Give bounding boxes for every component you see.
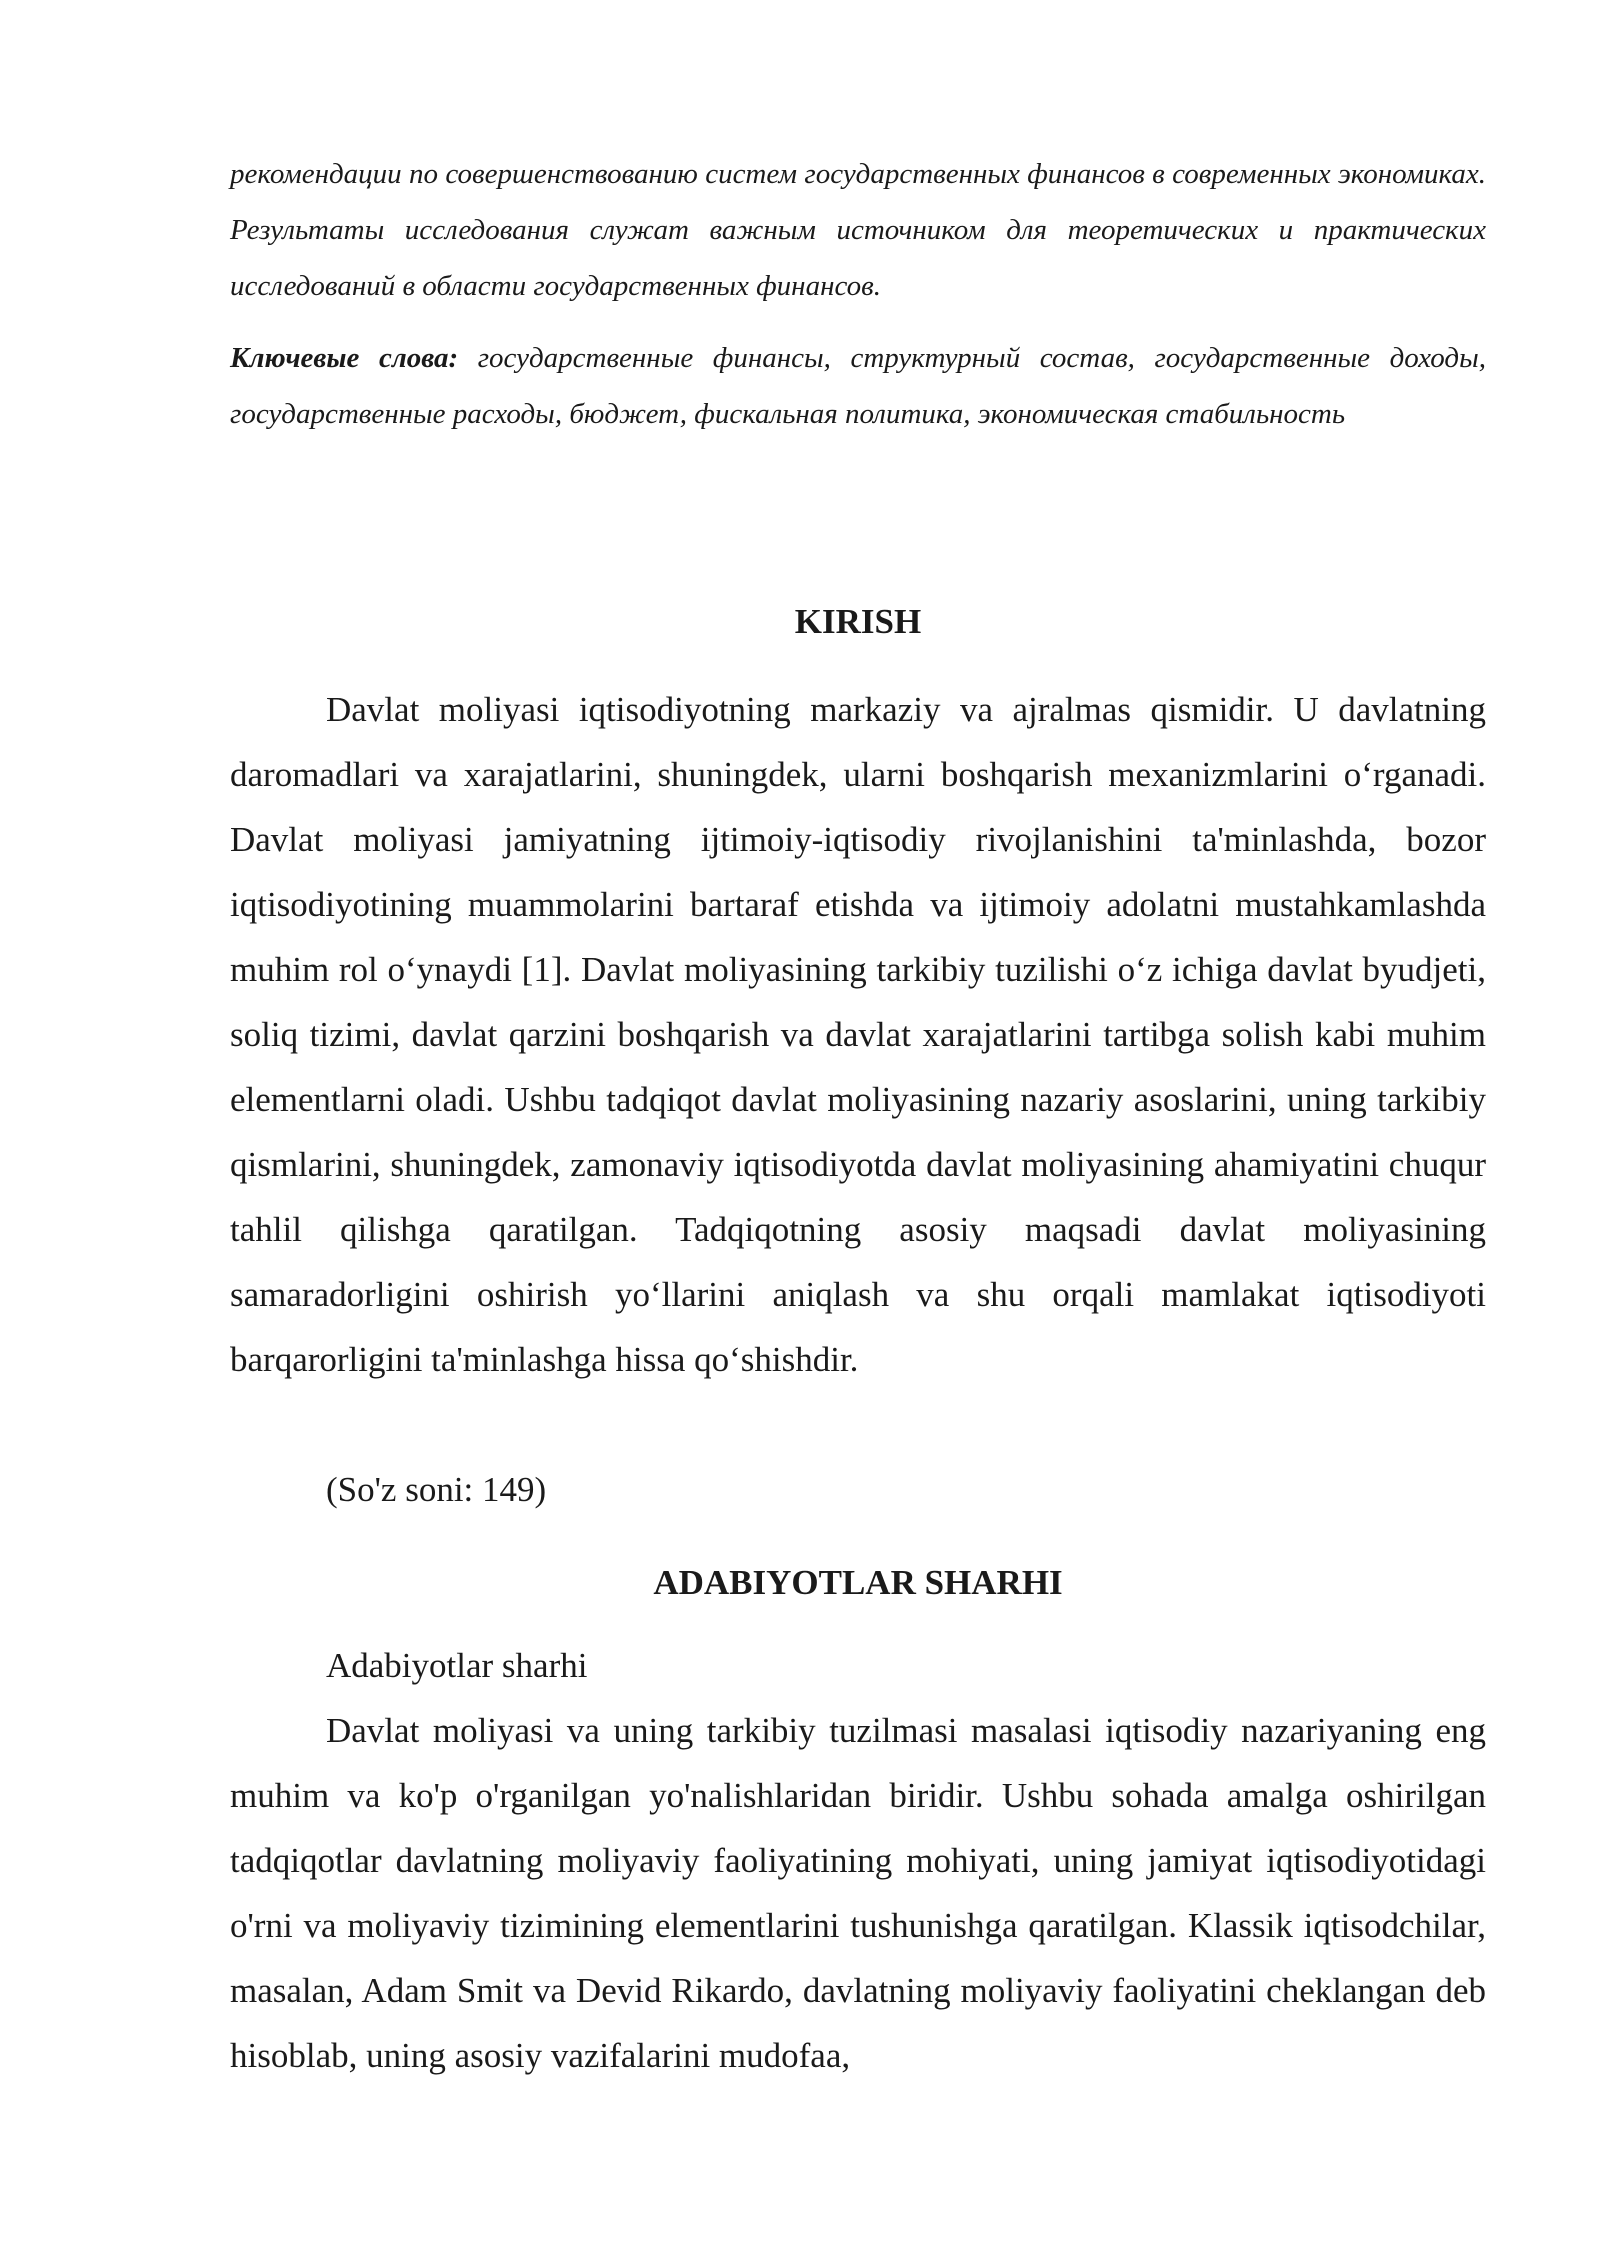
keywords-text: государственные финансы, структурный состав, государственные доходы, государственные расходы, бюджет, фискальная политика, экономическая стабильность bbox=[230, 342, 1486, 430]
adabiyotlar-subheading: Adabiyotlar sharhi bbox=[326, 1646, 588, 1685]
adabiyotlar-paragraph: Davlat moliyasi va uning tarkibiy tuzilmasi masalasi iqtisodiy nazariyaning eng muhim va ko'p o'rganilgan yo'nalishlaridan biridir. Ushbu sohada amalga oshirilgan tadqiqotlar davlatning moliyaviy faoliyatining mohiyati, uning jamiyat iqtisodiyotidagi o'rni va moliyaviy tizimining elementlarini tushunishga qaratilgan. Klassik iqtisodchilar, masalan, Adam Smit va Devid Rikardo, davlatning moliyaviy faoliyatini cheklangan deb hisoblab, uning asosiy vazifalarini mudofaa, bbox=[230, 1711, 1486, 2075]
keywords-paragraph bbox=[230, 330, 1486, 442]
kirish-paragraph: Davlat moliyasi iqtisodiyotning markaziy va ajralmas qismidir. U davlatning daromadlari va xarajatlarini, shuningdek, ularni boshqarish mexanizmlarini oʻrganadi. Davlat moliyasi jamiyatning ijtimoiy-iqtisodiy rivojlanishini ta'minlashda, bozor iqtisodiyotining muammolarini bartaraf etishda va ijtimoiy adolatni mustahkamlashda muhim rol oʻynaydi [1]. Davlat moliyasining tarkibiy tuzilishi oʻz ichiga davlat byudjeti, soliq tizimi, davlat qarzini boshqarish va davlat xarajatlarini tartibga solish kabi muhim elementlarni oladi. Ushbu tadqiqot davlat moliyasining nazariy asoslarini, uning tarkibiy qismlarini, shuningdek, zamonaviy iqtisodiyotda davlat moliyasining ahamiyatini chuqur tahlil qilishga qaratilgan. Tadqiqotning asosiy maqsadi davlat moliyasining samaradorligini oshirish yoʻllarini aniqlash va shu orqali mamlakat iqtisodiyoti barqarorligini ta'minlashga hissa qoʻshishdir. bbox=[230, 690, 1486, 1379]
keywords-label: Ключевые слова: bbox=[230, 342, 459, 374]
section-heading-kirish: KIRISH bbox=[794, 602, 922, 641]
word-count: (So'z soni: 149) bbox=[326, 1470, 547, 1509]
abstract-paragraph: рекомендации по совершенствованию систем государственных финансов в современных экономиках. Результаты исследования служат важным источником для теоретических и практических исследований в области государственных финансов. bbox=[230, 158, 1486, 302]
section-heading-adabiyotlar: ADABIYOTLAR SHARHI bbox=[653, 1563, 1063, 1602]
